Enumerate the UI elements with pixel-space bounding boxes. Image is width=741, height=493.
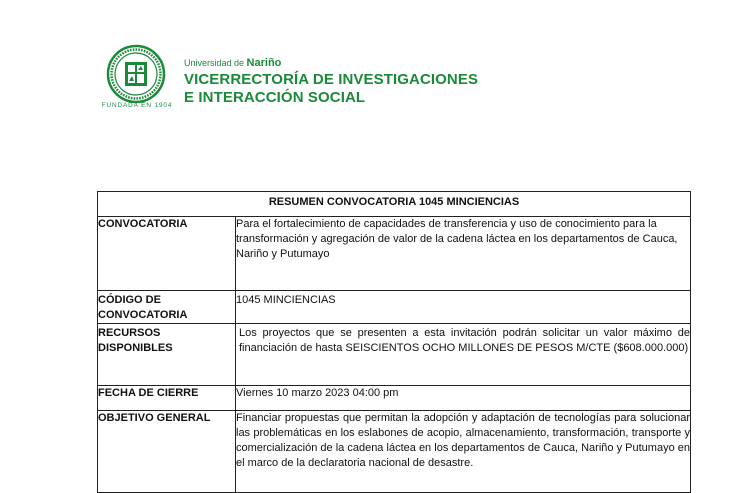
office-line-1: VICERRECTORÍA DE INVESTIGACIONES (184, 71, 479, 88)
row-value-fecha: Viernes 10 marzo 2023 04:00 pm (236, 386, 691, 411)
row-value-recursos: Los proyectos que se presenten a esta invitación podrán solicitar un valor máximo de financiación de hasta SEISCIENTOS OCHO MILLONES DE PESOS M/CTE ($608.000.000) (236, 324, 691, 386)
university-name-main: Nariño (246, 57, 282, 69)
university-name (184, 57, 281, 69)
table-row (98, 217, 691, 291)
office-line-2: E INTERACCIÓN SOCIAL (184, 89, 366, 106)
table-row (98, 291, 691, 324)
table-row (98, 411, 691, 493)
row-label-objetivo: OBJETIVO GENERAL (98, 411, 236, 493)
letterhead (96, 44, 516, 112)
row-value-codigo: 1045 MINCIENCIAS (236, 291, 691, 324)
row-label-fecha: FECHA DE CIERRE (98, 386, 236, 411)
table-title: RESUMEN CONVOCATORIA 1045 MINCIENCIAS (98, 192, 691, 217)
summary-table (97, 191, 691, 493)
table-row (98, 324, 691, 386)
row-label-codigo: CÓDIGO DE CONVOCATORIA (98, 291, 236, 324)
row-label-convocatoria: CONVOCATORIA (98, 217, 236, 291)
table-row (98, 386, 691, 411)
row-value-convocatoria: Para el fortalecimiento de capacidades de transferencia y uso de conocimiento para la transformación y agregación de valor de la cadena láctea en los departamentos de Cauca, Nariño y Putumayo (236, 217, 691, 291)
row-label-recursos: RECURSOS DISPONIBLES (98, 324, 236, 386)
university-seal-icon (106, 44, 166, 104)
row-value-objetivo: Financiar propuestas que permitan la adopción y adaptación de tecnologías para solucionar las problemáticas en los eslabones de acopio, almacenamiento, transformación, transporte y comercialización de la cadena láctea en los departamentos de Cauca, Nariño y Putumayo en el marco de la declaratoria nacional de desastre. (236, 411, 691, 493)
founded-text: FUNDADA EN 1904 (101, 102, 173, 109)
office-name (184, 71, 478, 107)
university-prefix: Universidad de (184, 58, 247, 68)
